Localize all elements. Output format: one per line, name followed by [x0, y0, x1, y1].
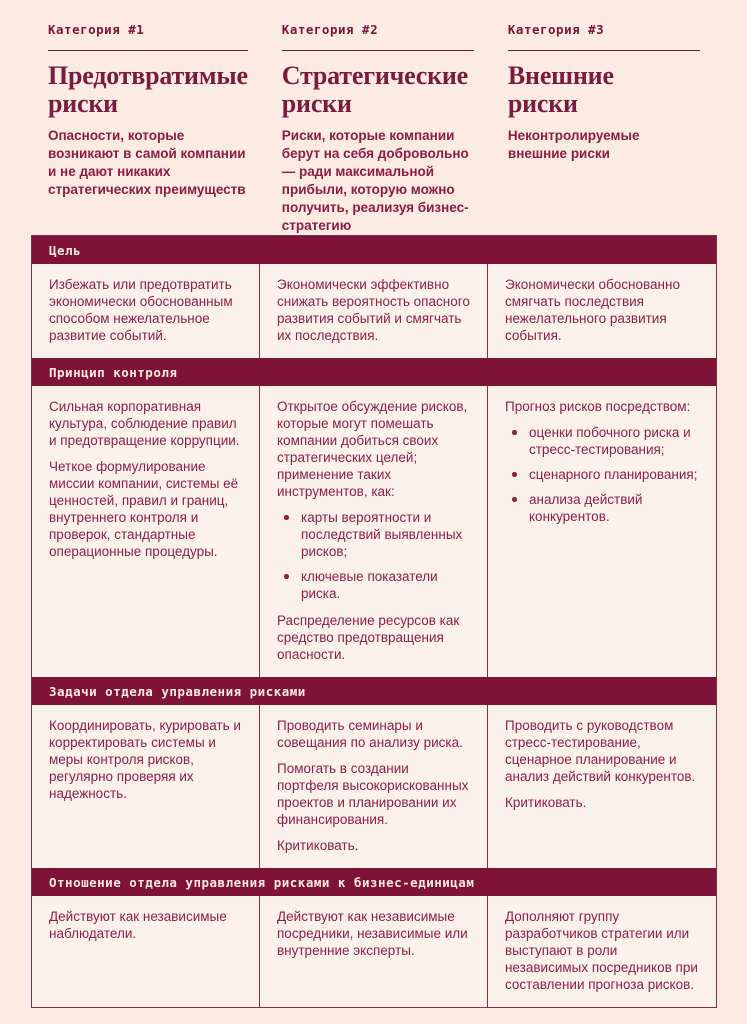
cell-paragraph: Экономически эффективно снижать вероятность опасного развития событий и смягчать их последствия.	[277, 277, 470, 343]
table-row-business-units	[32, 896, 716, 1007]
cell-paragraph: Критиковать.	[277, 838, 359, 853]
column-title-strategic-risks	[282, 62, 474, 118]
column-title-line: риски	[507, 89, 578, 118]
cell-paragraph: Действуют как независимые посредники, независимые или внутренние эксперты.	[277, 909, 468, 958]
risk-comparison-table	[31, 235, 717, 1008]
section-band-business-units	[32, 868, 716, 896]
category-column-1	[31, 22, 265, 235]
cell-tasks-preventable	[32, 705, 260, 868]
bullet-item: сценарного планирования;	[529, 466, 700, 483]
cell-paragraph: Четкое формулирование миссии компании, системы её ценностей, правил и границ, внутреннего контроля и проверок, стандартные операционные процедуры.	[49, 459, 239, 559]
cell-control-strategic	[260, 386, 488, 677]
table-row-goal	[32, 264, 716, 358]
cell-relation-strategic	[260, 896, 488, 1007]
category-header	[31, 22, 717, 235]
cell-paragraph: Критиковать.	[505, 795, 587, 810]
cell-paragraph: Проводить с руководством стресс-тестирование, сценарное планирование и анализ действий конкурентов.	[505, 718, 696, 784]
cell-paragraph: Действуют как независимые наблюдатели.	[49, 909, 227, 941]
category-label-2: Категория #2	[281, 22, 379, 37]
cell-paragraph: Сильная корпоративная культура, соблюдение правил и предотвращение коррупции.	[49, 399, 240, 448]
section-band-title: Задачи отдела управления рисками	[49, 683, 306, 699]
category-rule-3	[508, 50, 700, 51]
cell-control-external	[488, 386, 716, 677]
cell-tasks-strategic	[260, 705, 488, 868]
category-label-3: Категория #3	[507, 22, 605, 37]
category-column-2	[265, 22, 491, 235]
category-rule-1	[48, 50, 248, 51]
bullet-item: ключевые показатели риска.	[301, 568, 471, 602]
cell-paragraph: Избежать или предотвратить экономически обоснованным способом нежелательное развитие событий.	[49, 277, 233, 343]
section-band-title: Принцип контроля	[49, 364, 178, 380]
cell-tasks-external	[488, 705, 716, 868]
cell-control-preventable	[32, 386, 260, 677]
bullet-item: оценки побочного риска и стресс-тестирования;	[529, 424, 700, 458]
column-title-line: Внешние	[507, 61, 614, 90]
column-title-line: риски	[281, 89, 352, 118]
column-title-line: Предотвратимые	[48, 61, 248, 90]
column-description-2: Риски, которые компании берут на себя добровольно — ради максимальной прибыли, которую можно получить, реализуя бизнес-стратегию	[281, 128, 469, 233]
category-label-1: Категория #1	[48, 22, 145, 37]
bullet-list	[277, 509, 471, 602]
cell-relation-preventable	[32, 896, 260, 1007]
section-band-title: Цель	[49, 242, 82, 258]
section-band-title: Отношение отдела управления рисками к бизнес-единицам	[49, 874, 475, 890]
table-row-tasks	[32, 705, 716, 868]
column-description-3: Неконтролируемые внешние риски	[507, 128, 640, 161]
section-band-tasks	[32, 677, 716, 705]
bullet-item: карты вероятности и последствий выявленных рисков;	[301, 509, 471, 560]
column-description-1: Опасности, которые возникают в самой компании и не дают никаких стратегических преимуществ	[48, 128, 246, 197]
section-band-goal	[32, 236, 716, 264]
cell-paragraph: Распределение ресурсов как средство предотвращения опасности.	[277, 613, 460, 662]
column-title-line: Стратегические	[281, 61, 468, 90]
bullet-item: анализа действий конкурентов.	[529, 491, 700, 525]
category-column-3	[491, 22, 717, 235]
cell-paragraph: Проводить семинары и совещания по анализу риска.	[277, 718, 463, 750]
section-band-control-principle	[32, 358, 716, 386]
table-row-control-principle	[32, 386, 716, 677]
cell-paragraph: Экономически обоснованно смягчать последствия нежелательного развития события.	[505, 277, 680, 343]
column-title-external-risks	[508, 62, 700, 118]
column-title-preventable-risks	[48, 62, 248, 118]
cell-relation-external	[488, 896, 716, 1007]
cell-goal-preventable	[32, 264, 260, 358]
column-title-line: риски	[48, 89, 118, 118]
cell-goal-external	[488, 264, 716, 358]
cell-paragraph: Координировать, курировать и корректировать системы и меры контроля рисков, регулярно проверяя их надежность.	[49, 718, 241, 801]
cell-paragraph: Помогать в создании портфеля высокорискованных проектов и планировании их финансирования.	[277, 761, 469, 827]
cell-paragraph: Дополняют группу разработчиков стратегии или выступают в роли независимых посредников при составлении прогноза рисков.	[505, 909, 698, 992]
cell-paragraph: Прогноз рисков посредством:	[505, 399, 691, 414]
cell-goal-strategic	[260, 264, 488, 358]
cell-paragraph: Открытое обсуждение рисков, которые могут помешать компании добиться своих стратегических целей; применение таких инструментов, как:	[277, 399, 468, 499]
category-rule-2	[282, 50, 474, 51]
bullet-list	[505, 424, 700, 525]
